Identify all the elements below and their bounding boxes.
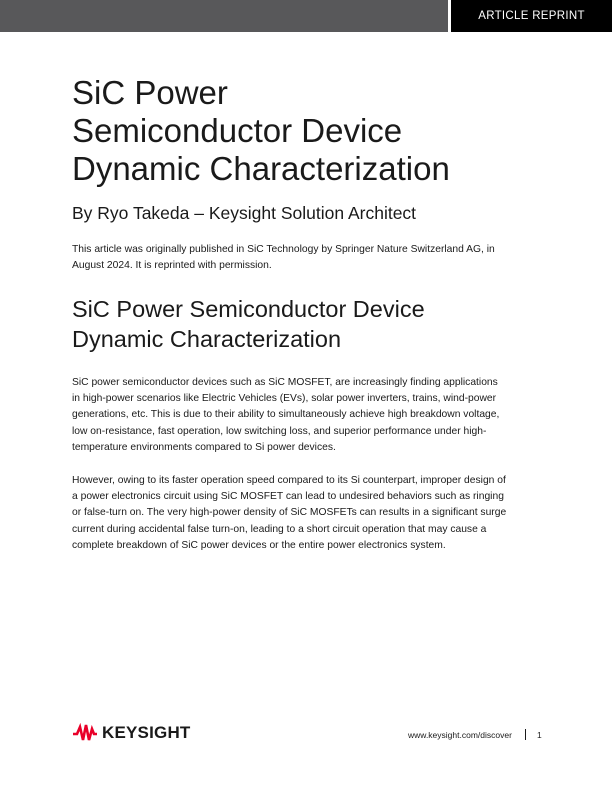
title-line: Dynamic Characterization [72,150,450,187]
title-line: Semiconductor Device [72,112,403,149]
paragraph-line: SiC power semiconductor devices such as SiC MOSFET, are increasingly finding applications [72,377,498,388]
paragraph-line: or false-turn on. The very high-power density of SiC MOSFETs can results in a significant surge [72,507,507,519]
note-line: August 2024. It is reprinted with permission. [72,260,272,271]
keysight-wave-icon [72,723,98,743]
section-heading-line: Dynamic Characterization [72,326,342,352]
title-line: SiC Power [72,74,228,111]
paragraph-line: a power electronics circuit using SiC MOSFET can lead to undesired behaviors such as ringing [72,491,504,503]
section-heading [72,294,425,354]
keysight-logo [72,722,191,744]
paragraph-line: However, owing to its faster operation speed compared to its Si counterpart, improper design of [72,475,506,486]
header-bar [0,0,448,32]
paragraph-line: complete breakdown of SiC power devices or the entire power electronics system. [72,539,446,551]
note-line: This article was originally published in SiC Technology by Springer Nature Switzerland AG, in [72,244,495,255]
article-reprint-tag: ARTICLE REPRINT [451,0,612,32]
logo-wordmark: KEYSIGHT [102,723,191,742]
paragraph-line: in high-power scenarios like Electric Vehicles (EVs), solar power inverters, trains, wind-power [72,393,497,405]
author-byline: By Ryo Takeda – Keysight Solution Architect [72,203,417,223]
paragraph-line: current during accidental false turn-on, leading to a short circuit operation that may cause a [72,523,487,535]
paragraph-line: low on-resistance, fast operation, low switching loss, and superior performance under high- [72,425,487,437]
footer-url-link[interactable]: www.keysight.com/discover [408,730,512,740]
page-title [72,74,552,188]
body-paragraph-1 [72,375,542,456]
section-heading-line: SiC Power Semiconductor Device [72,296,425,322]
publication-note [72,242,542,274]
page-number: 1 [537,730,542,740]
body-paragraph-2 [72,473,542,554]
footer-divider [525,729,526,740]
paragraph-line: generations, etc. This is due to their ability to simultaneously achieve high breakdown voltage, [72,409,500,421]
paragraph-line: temperature environments compared to Si power devices. [72,441,336,453]
